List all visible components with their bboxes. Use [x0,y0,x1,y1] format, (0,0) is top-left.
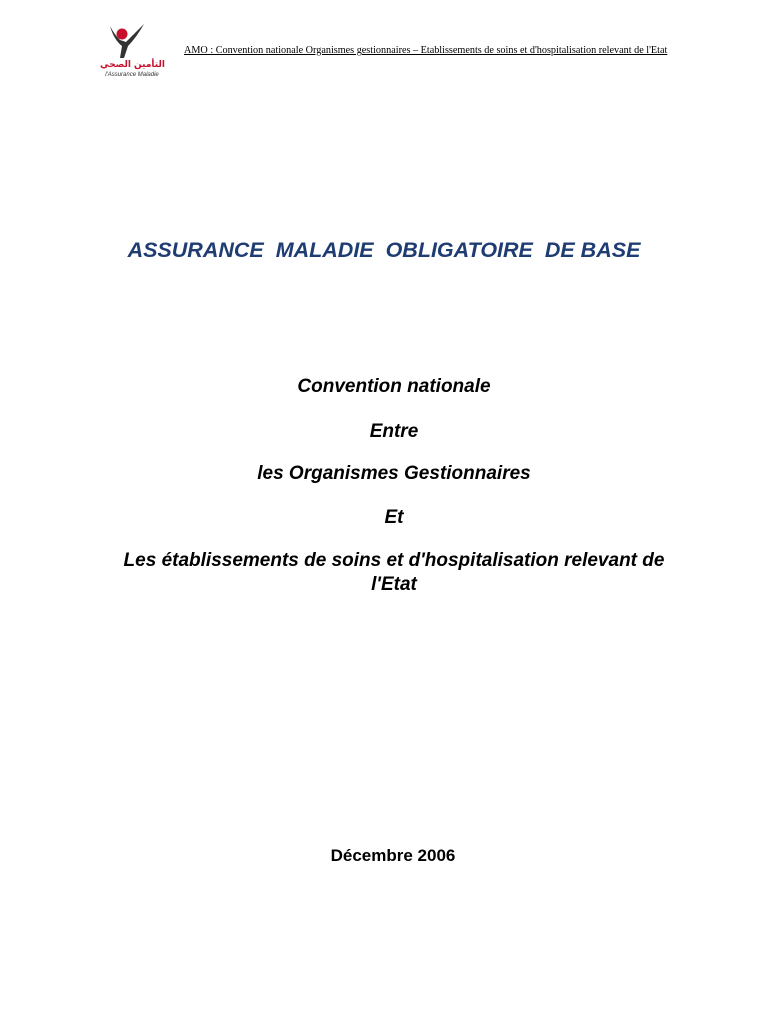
document-title: ASSURANCE MALADIE OBLIGATOIRE DE BASE [127,238,641,262]
logo-figure [100,20,164,60]
document-date: Décembre 2006 [330,846,456,865]
logo-arabic-text: التأمين الصحي [100,60,165,70]
subtitle-etablissements: Les établissements de soins et d'hospitalisation relevant de l'Etat [123,550,665,595]
subtitle-convention: Convention nationale [297,376,491,397]
subtitle-organismes: les Organismes Gestionnaires [257,463,531,484]
subtitle-et: Et [384,507,404,528]
subtitle-entre: Entre [369,421,419,442]
running-header: AMO : Convention nationale Organismes gestionnaires – Etablissements de soins et d'hospitalisation relevant de l'Etat [184,45,668,56]
logo-body [110,24,144,58]
assurance-maladie-logo-icon [100,20,164,82]
logo-head [117,29,128,40]
logo-latin-text: l'Assurance Maladie [105,72,159,78]
